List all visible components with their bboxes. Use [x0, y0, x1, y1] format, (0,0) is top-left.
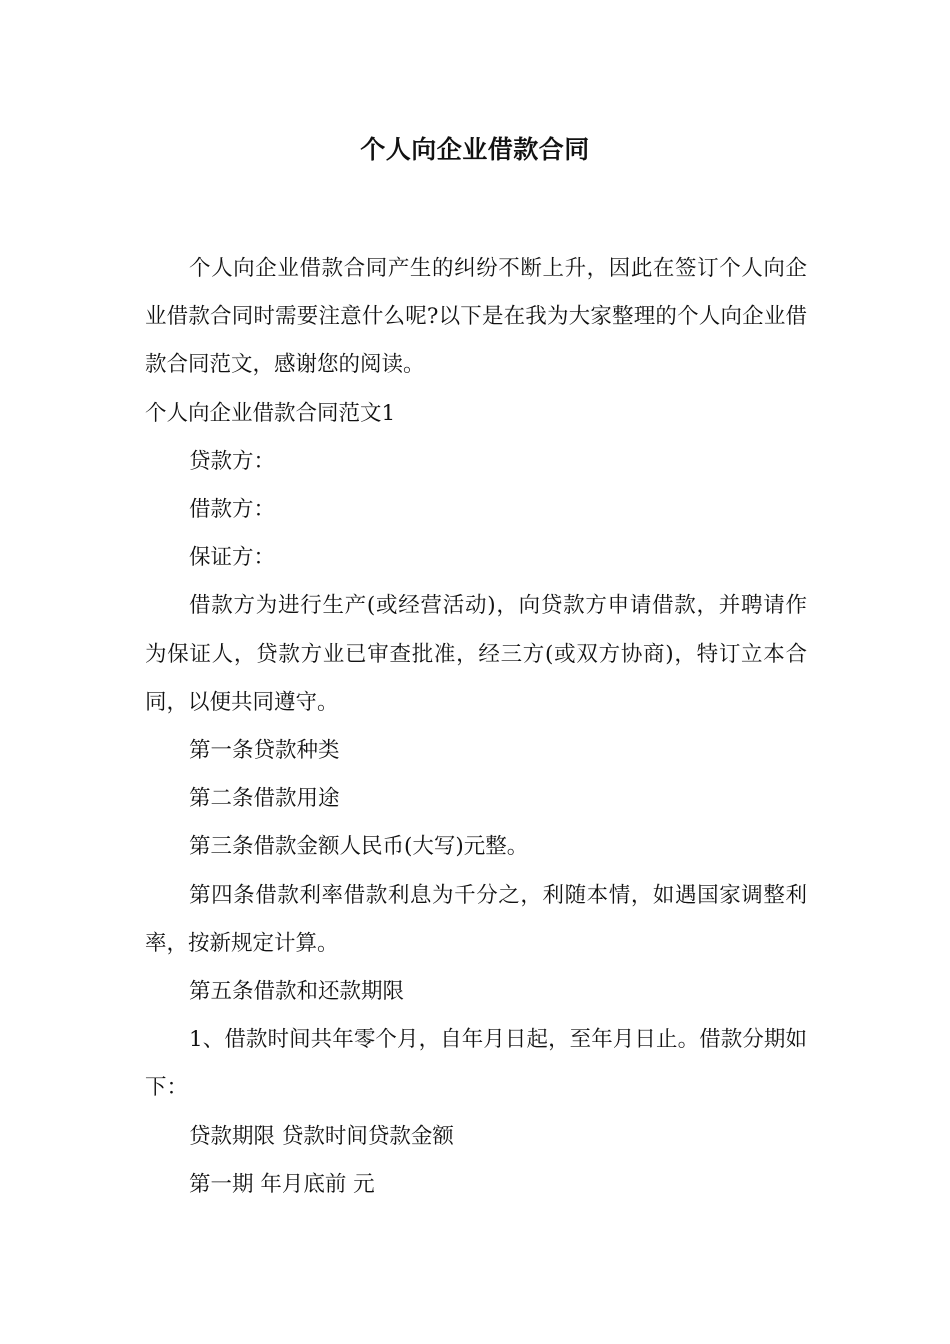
installment-table-header: 贷款期限 贷款时间贷款金额 — [189, 1123, 454, 1149]
article-5-clause-1: 1、借款时间共年零个月，自年月日起，至年月日止。借款分期如下： — [145, 1027, 807, 1101]
document-title: 个人向企业借款合同 — [360, 135, 590, 164]
intro-paragraph: 个人向企业借款合同产生的纠纷不断上升，因此在签订个人向企业借款合同时需要注意什么呢?以下是在我为大家整理的个人向企业借款合同范文，感谢您的阅读。 — [145, 256, 807, 378]
borrower-line: 借款方： — [189, 497, 276, 523]
article-4: 第四条借款利率借款利息为千分之，利随本情，如遇国家调整利率，按新规定计算。 — [145, 882, 807, 956]
sample-heading: 个人向企业借款合同范文1 — [145, 400, 396, 426]
article-2: 第二条借款用途 — [189, 786, 340, 812]
article-1: 第一条贷款种类 — [189, 738, 340, 764]
article-3: 第三条借款金额人民币(大写)元整。 — [189, 834, 529, 860]
document-body — [145, 245, 807, 1209]
lender-line: 贷款方： — [189, 448, 276, 474]
installment-row-1: 第一期 年月底前 元 — [189, 1171, 375, 1197]
article-5: 第五条借款和还款期限 — [189, 979, 405, 1005]
preamble-paragraph: 借款方为进行生产(或经营活动)，向贷款方申请借款，并聘请作为保证人，贷款方业已审查批准，经三方(或双方协商)，特订立本合同，以便共同遵守。 — [145, 593, 807, 715]
guarantor-line: 保证方： — [189, 545, 276, 571]
